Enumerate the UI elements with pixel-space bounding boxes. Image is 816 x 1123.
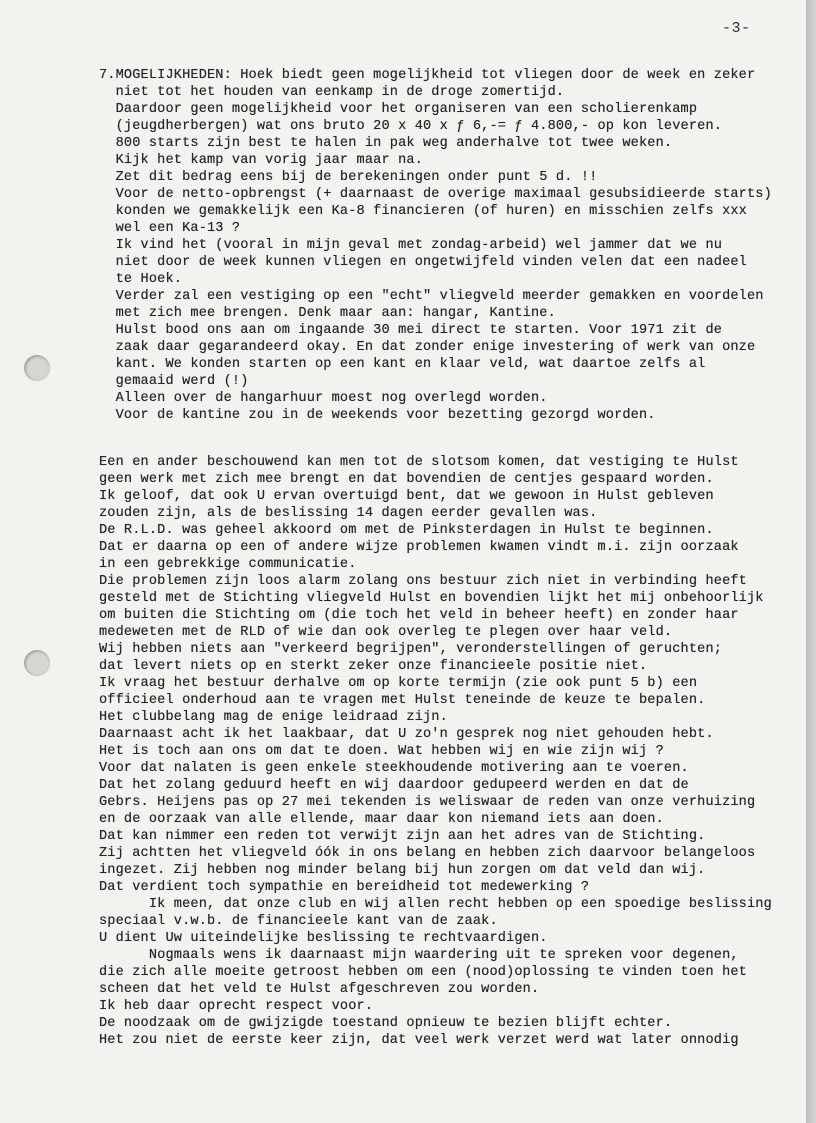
text-line: wel een Ka-13 ? xyxy=(99,221,241,236)
text-line: 7.MOGELIJKHEDEN: Hoek biedt geen mogelijkheid tot vliegen door de week en zeker xyxy=(99,68,756,83)
text-line: Het clubbelang mag de enige leidraad zijn. xyxy=(99,710,448,725)
text-line: Zij achtten het vliegveld óók in ons belang en hebben zich daarvoor belangeloos xyxy=(99,846,756,861)
text-line: Zet dit bedrag eens bij de berekeningen onder punt 5 d. !! xyxy=(99,170,598,185)
text-line: te Hoek. xyxy=(99,272,183,287)
text-line: medeweten met de RLD of wie dan ook overleg te plegen over haar veld. xyxy=(99,625,673,640)
text-line: in een gebrekkige communicatie. xyxy=(99,557,357,572)
text-line: Ik meen, dat onze club en wij allen recht hebben op een spoedige beslissing xyxy=(99,897,772,912)
text-line: speciaal v.w.b. de financieele kant van de zaak. xyxy=(99,914,498,929)
page-number: -3- xyxy=(722,20,751,37)
text-line: Kijk het kamp van vorig jaar maar na. xyxy=(99,153,423,168)
text-line: Dat verdient toch sympathie en bereidheid tot medewerking ? xyxy=(99,880,590,895)
text-line: zouden zijn, als de beslissing 14 dagen eerder gevallen was. xyxy=(99,506,598,521)
text-line: Het zou niet de eerste keer zijn, dat veel werk verzet werd wat later onnodig xyxy=(99,1033,739,1048)
text-line: U dient Uw uiteindelijke beslissing te rechtvaardigen. xyxy=(99,931,548,946)
text-line: Dat het zolang geduurd heeft en wij daardoor gedupeerd werden en dat de xyxy=(99,778,689,793)
text-line: Dat kan nimmer een reden tot verwijt zijn aan het adres van de Stichting. xyxy=(99,829,706,844)
text-line: De R.L.D. was geheel akkoord om met de Pinksterdagen in Hulst te beginnen. xyxy=(99,523,714,538)
text-line: Voor de netto-opbrengst (+ daarnaast de overige maximaal gesubsidieerde starts) xyxy=(99,187,772,202)
text-line: officieel onderhoud aan te vragen met Hulst teneinde de keuze te bepalen. xyxy=(99,693,706,708)
text-line: geen werk met zich mee brengt en dat bovendien de centjes gespaard worden. xyxy=(99,472,714,487)
text-line: niet door de week kunnen vliegen en ongetwijfeld vinden velen dat een nadeel xyxy=(99,255,747,270)
text-line: Alleen over de hangarhuur moest nog overlegd worden. xyxy=(99,391,548,406)
text-line: Daarnaast acht ik het laakbaar, dat U zo'n gesprek nog niet gehouden hebt. xyxy=(99,727,714,742)
text-line: Ik heb daar oprecht respect voor. xyxy=(99,999,374,1014)
punch-hole-top xyxy=(24,355,50,381)
text-line: Ik vind het (vooral in mijn geval met zondag-arbeid) wel jammer dat we nu xyxy=(99,238,723,253)
text-line: Gebrs. Heijens pas op 27 mei tekenden is weliswaar de reden van onze verhuizing xyxy=(99,795,756,810)
text-line: Voor de kantine zou in de weekends voor bezetting gezorgd worden. xyxy=(99,408,656,423)
text-line: Het is toch aan ons om dat te doen. Wat hebben wij en wie zijn wij ? xyxy=(99,744,664,759)
punch-hole-bottom xyxy=(24,650,50,676)
text-line: Verder zal een vestiging op een "echt" vliegveld meerder gemakken en voordelen xyxy=(99,289,764,304)
text-line: Wij hebben niets aan "verkeerd begrijpen", veronderstellingen of geruchten; xyxy=(99,642,723,657)
text-line: Ik geloof, dat ook U ervan overtuigd bent, dat we gewoon in Hulst gebleven xyxy=(99,489,714,504)
text-line: (jeugdherbergen) wat ons bruto 20 x 40 x ƒ 6,-= ƒ 4.800,- op kon leveren. xyxy=(99,119,723,134)
text-line: kant. We konden starten op een kant en klaar veld, wat daartoe zelfs al xyxy=(99,357,706,372)
text-line: De noodzaak om de gwijzigde toestand opnieuw te bezien blijft echter. xyxy=(99,1016,673,1031)
text-line: Ik vraag het bestuur derhalve om op korte termijn (zie ook punt 5 b) een xyxy=(99,676,698,691)
text-line: Een en ander beschouwend kan men tot de slotsom komen, dat vestiging te Hulst xyxy=(99,455,739,470)
text-line: die zich alle moeite getroost hebben om een (nood)oplossing te vinden toen het xyxy=(99,965,747,980)
text-line: 800 starts zijn best te halen in pak weg anderhalve tot twee weken. xyxy=(99,136,673,151)
text-line: Nogmaals wens ik daarnaast mijn waardering uit te spreken voor degenen, xyxy=(99,948,739,963)
text-line: Die problemen zijn loos alarm zolang ons bestuur zich niet in verbinding heeft xyxy=(99,574,747,589)
text-line: en de oorzaak van alle ellende, maar daar kon niemand iets aan doen. xyxy=(99,812,664,827)
text-line: ingezet. Zij hebben nog minder belang bij hun zorgen om dat veld dan wij. xyxy=(99,863,706,878)
text-line: gemaaid werd (!) xyxy=(99,374,249,389)
text-line: gesteld met de Stichting vliegveld Hulst en bovendien lijkt het mij onbehoorlijk xyxy=(99,591,764,606)
text-line: Hulst bood ons aan om ingaande 30 mei direct te starten. Voor 1971 zit de xyxy=(99,323,723,338)
text-line: met zich mee brengen. Denk maar aan: hangar, Kantine. xyxy=(99,306,556,321)
text-line: zaak daar gegarandeerd okay. En dat zonder enige investering of werk van onze xyxy=(99,340,756,355)
text-line: konden we gemakkelijk een Ka-8 financieren (of huren) en misschien zelfs xxx xyxy=(99,204,747,219)
text-line: scheen dat het veld te Hulst afgeschreven zou worden. xyxy=(99,982,540,997)
text-line: om buiten die Stichting om (die toch het veld in beheer heeft) en zonder haar xyxy=(99,608,739,623)
text-line: Daardoor geen mogelijkheid voor het organiseren van een scholierenkamp xyxy=(99,102,698,117)
text-line: niet tot het houden van eenkamp in de droge zomertijd. xyxy=(99,85,565,100)
text-line: Voor dat nalaten is geen enkele steekhoudende motivering aan te voeren. xyxy=(99,761,689,776)
text-line: Dat er daarna op een of andere wijze problemen kwamen vindt m.i. zijn oorzaak xyxy=(99,540,739,555)
text-line: dat levert niets op en sterkt zeker onze financieele positie niet. xyxy=(99,659,648,674)
paper-edge xyxy=(806,0,816,1123)
